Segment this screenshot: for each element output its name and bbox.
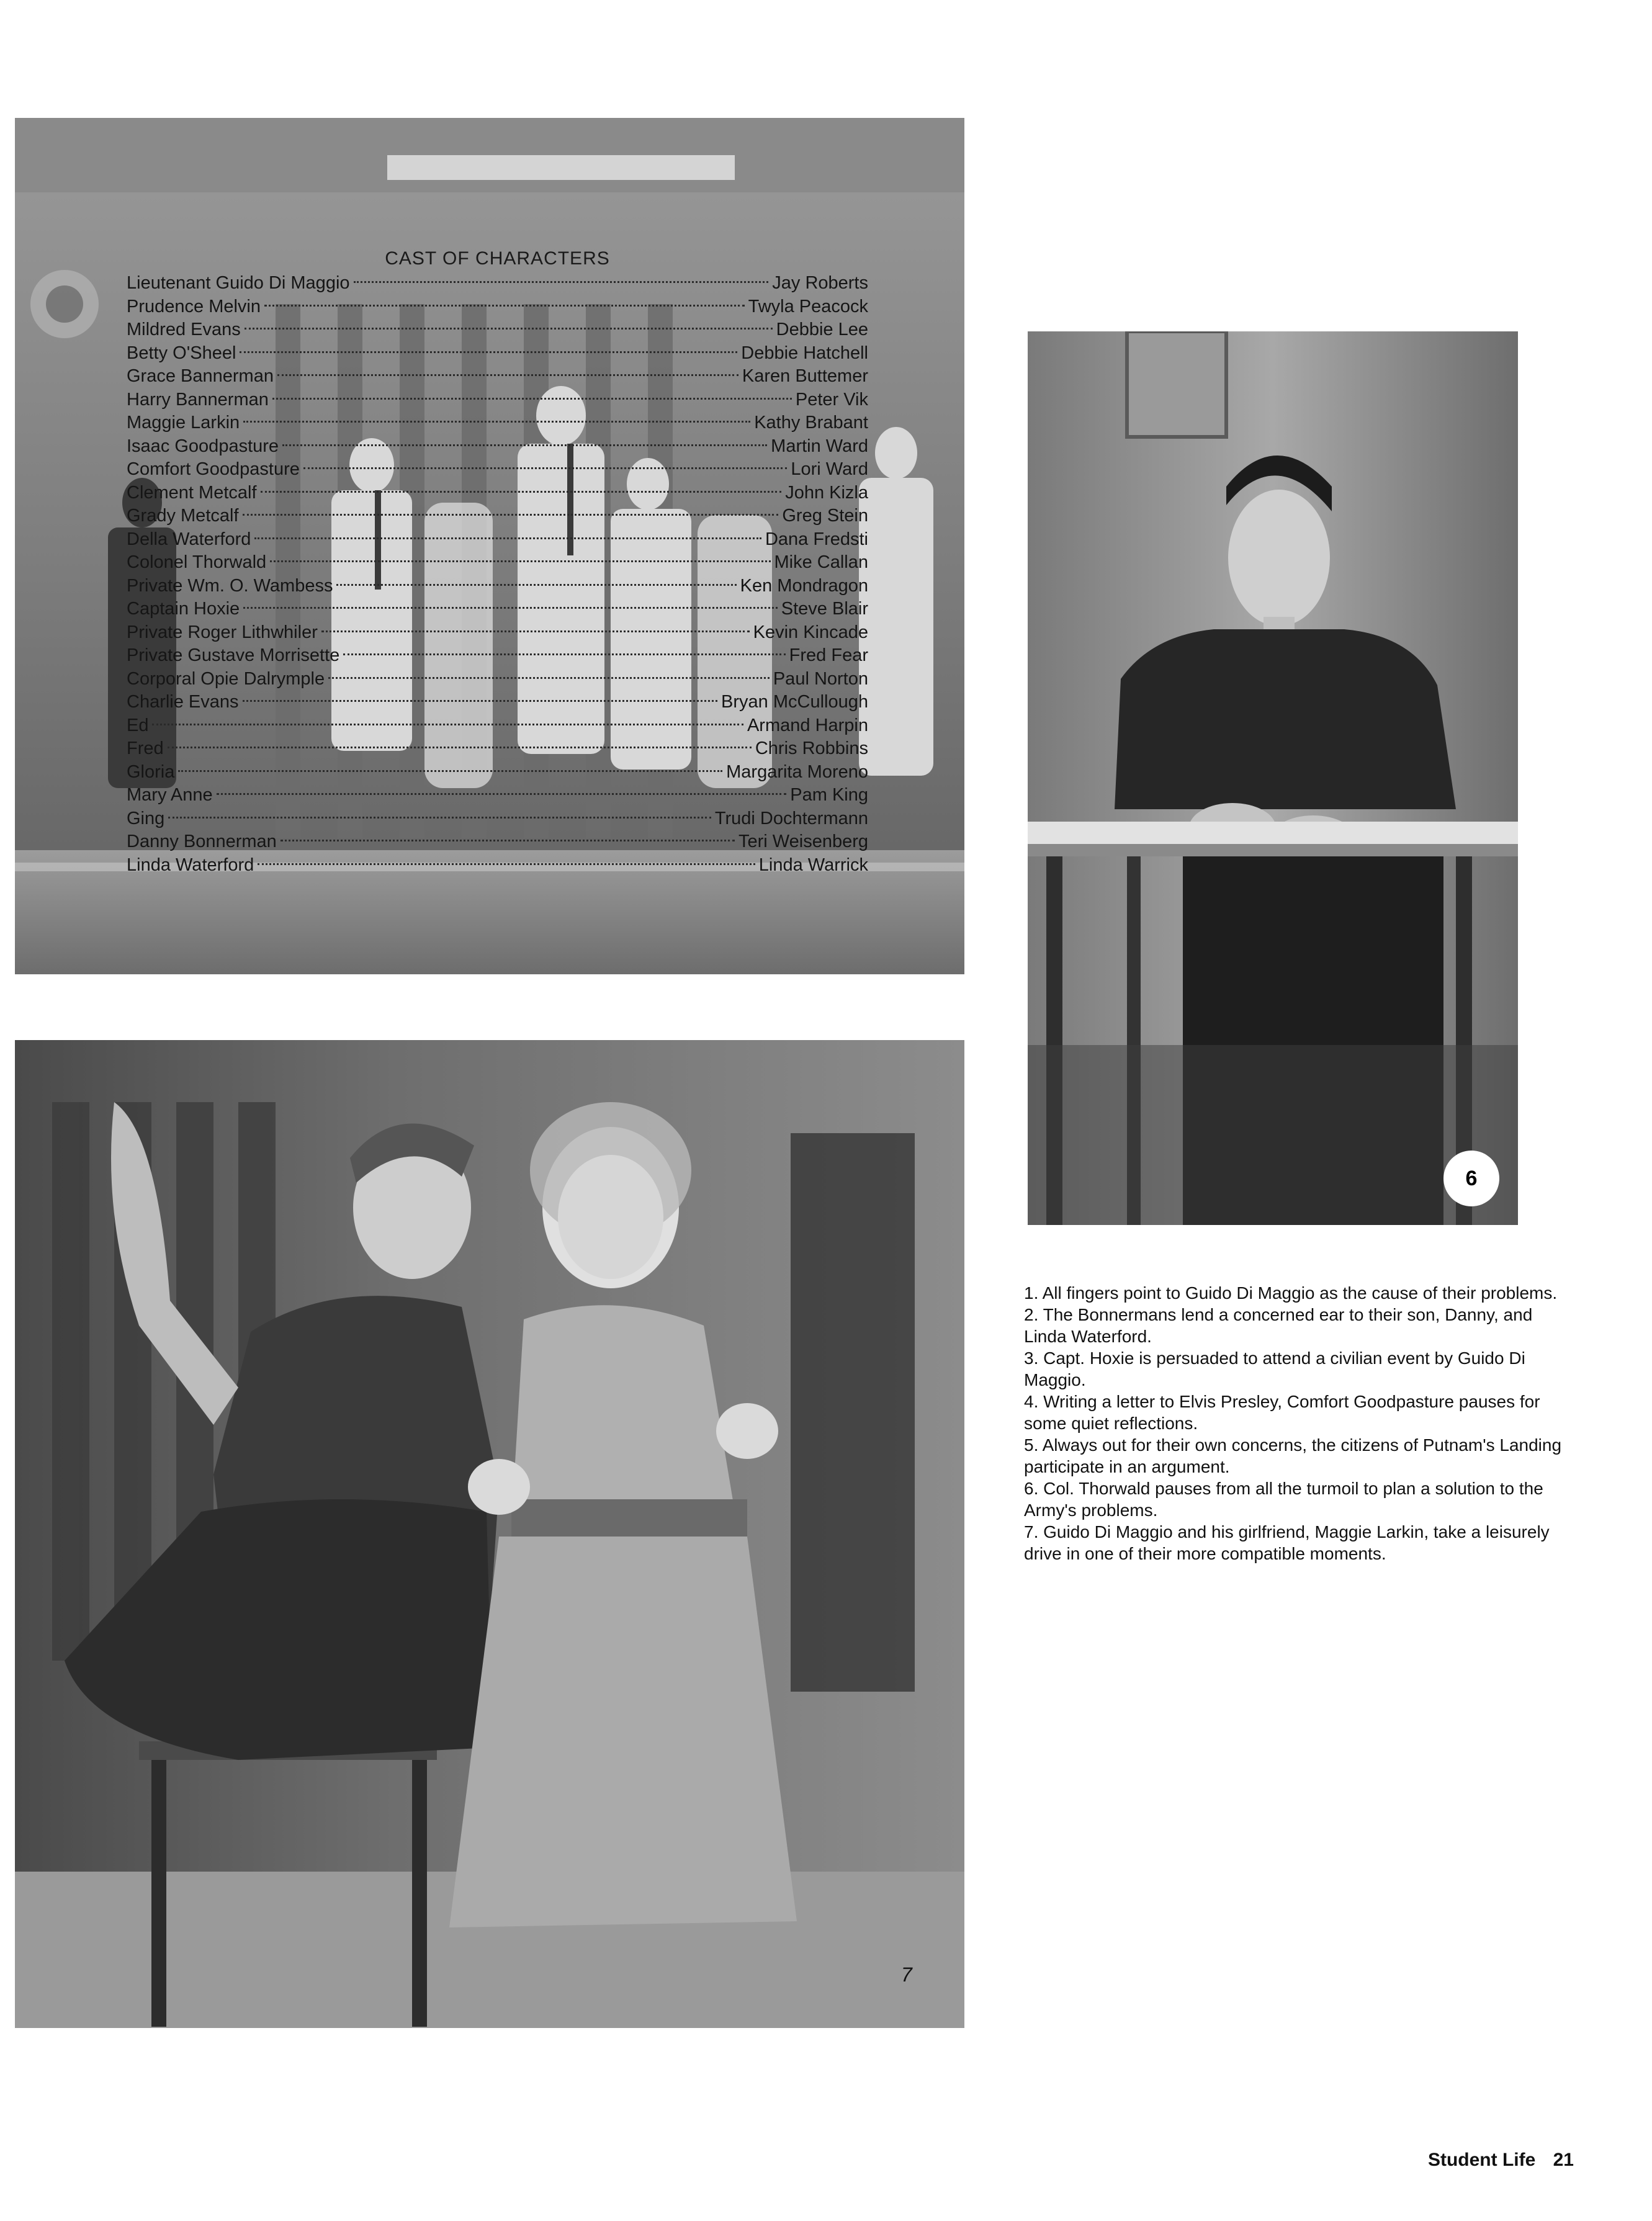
cast-role: Private Roger Lithwhiler [127, 622, 318, 642]
cast-actor: Karen Buttemer [742, 366, 868, 386]
cast-role: Ed [127, 715, 149, 735]
dot-leader [243, 421, 750, 423]
cast-row [127, 691, 868, 714]
dot-leader [328, 677, 770, 679]
cast-row [127, 388, 868, 412]
cast-role: Private Wm. O. Wambess [127, 575, 333, 596]
cast-row [127, 482, 868, 505]
cast-role: Ging [127, 808, 165, 828]
cast-row [127, 668, 868, 691]
cast-title: CAST OF CHARACTERS [385, 248, 610, 269]
cast-role: Harry Bannerman [127, 389, 269, 410]
cast-role: Corporal Opie Dalrymple [127, 668, 325, 689]
cast-role: Mary Anne [127, 785, 213, 805]
dot-leader [178, 770, 722, 772]
cast-role: Private Gustave Morrisette [127, 645, 340, 665]
cast-actor: Debbie Lee [776, 320, 868, 339]
cast-role: Danny Bonnerman [127, 832, 277, 851]
cast-actor: Kevin Kincade [753, 622, 868, 642]
cast-row [127, 644, 868, 668]
cast-row [127, 505, 868, 528]
photo-captions [1024, 1282, 1579, 1564]
cast-role: Prudence Melvin [127, 296, 261, 316]
cast-row [127, 714, 868, 738]
dot-leader [254, 537, 761, 539]
cast-actor: Linda Warrick [758, 855, 868, 875]
cast-role: Gloria [127, 761, 175, 782]
dot-leader [243, 607, 778, 609]
stage-photo [15, 118, 964, 974]
cast-actor: Bryan McCullough [721, 692, 868, 712]
dot-leader [261, 491, 782, 493]
cast-role: Lieutenant Guido Di Maggio [127, 273, 350, 293]
dot-leader [272, 398, 792, 400]
cast-actor: John Kizla [785, 482, 868, 503]
cast-row [127, 621, 868, 645]
page-number: 21 [1553, 2150, 1574, 2170]
cast-actor: Dana Fredsti [765, 529, 868, 549]
dot-leader [168, 817, 711, 819]
cast-row [127, 598, 868, 621]
cast-row [127, 830, 868, 854]
dot-leader [217, 793, 787, 795]
cast-role: Betty O'Sheel [127, 343, 236, 363]
dot-leader [168, 747, 752, 748]
cast-row [127, 435, 868, 459]
dot-leader [270, 560, 770, 562]
cast-role: Comfort Goodpasture [127, 459, 300, 479]
cast-row [127, 411, 868, 435]
cast-role: Grace Bannerman [127, 366, 274, 386]
cast-role: Maggie Larkin [127, 413, 240, 433]
cast-actor: Peter Vik [795, 389, 868, 410]
cast-row [127, 342, 868, 366]
cast-row [127, 737, 868, 761]
dot-leader [282, 444, 767, 446]
cast-actor: Chris Robbins [755, 738, 868, 758]
dot-leader [152, 724, 743, 725]
cast-actor: Paul Norton [773, 668, 868, 689]
section-name: Student Life [1427, 2150, 1536, 2170]
cast-rows [127, 272, 868, 877]
cast-row [127, 761, 868, 784]
cast-role: Colonel Thorwald [127, 552, 267, 572]
cast-actor: Jay Roberts [772, 273, 868, 293]
photo-number-6: 6 [1443, 1151, 1499, 1206]
cast-role: Linda Waterford [127, 855, 254, 875]
cast-role: Grady Metcalf [127, 506, 239, 526]
dot-leader [240, 351, 737, 353]
caption-2: 2. The Bonnermans lend a concerned ear to their son, Danny, and Linda Waterford. [1024, 1305, 1533, 1346]
cast-row [127, 295, 868, 319]
cast-actor: Lori Ward [791, 459, 868, 479]
cast-row [127, 365, 868, 388]
cast-role: Fred [127, 738, 164, 758]
dot-leader [321, 630, 750, 632]
cast-actor: Mike Callan [774, 552, 868, 572]
dot-leader [281, 840, 735, 841]
cast-actor: Debbie Hatchell [741, 343, 868, 363]
page-footer [1428, 2150, 1574, 2171]
cast-role: Charlie Evans [127, 692, 239, 712]
cast-row [127, 528, 868, 552]
cast-row [127, 784, 868, 807]
cast-role: Isaac Goodpasture [127, 436, 279, 456]
caption-5: 5. Always out for their own concerns, the citizens of Putnam's Landing participate in an argument. [1024, 1435, 1562, 1476]
cast-row [127, 854, 868, 877]
dot-leader [277, 374, 738, 376]
cast-row [127, 458, 868, 482]
cast-actor: Margarita Moreno [726, 761, 868, 782]
couple-photo-image [15, 1040, 964, 2028]
cast-actor: Fred Fear [789, 645, 868, 665]
dot-leader [354, 281, 769, 283]
dot-leader [243, 700, 718, 702]
cast-role: Mildred Evans [127, 320, 241, 339]
cast-actor: Armand Harpin [747, 715, 868, 735]
caption-3: 3. Capt. Hoxie is persuaded to attend a civilian event by Guido Di Maggio. [1024, 1348, 1525, 1389]
officer-photo-image [1028, 331, 1518, 1225]
dot-leader [243, 514, 779, 516]
cast-row [127, 575, 868, 598]
cast-actor: Greg Stein [782, 506, 868, 526]
cast-actor: Kathy Brabant [754, 413, 868, 433]
caption-1: 1. All fingers point to Guido Di Maggio as the cause of their problems. [1024, 1283, 1558, 1303]
cast-row [127, 318, 868, 342]
cast-row [127, 551, 868, 575]
cast-list [127, 248, 868, 877]
cast-row [127, 272, 868, 295]
cast-actor: Teri Weisenberg [738, 832, 868, 851]
officer-photo [1028, 331, 1518, 1225]
cast-row [127, 807, 868, 831]
dot-leader [303, 467, 788, 469]
caption-6: 6. Col. Thorwald pauses from all the turmoil to plan a solution to the Army's problems. [1024, 1479, 1543, 1520]
cast-actor: Steve Blair [781, 599, 868, 619]
cast-actor: Martin Ward [771, 436, 868, 456]
cast-role: Della Waterford [127, 529, 251, 549]
cast-role: Clement Metcalf [127, 482, 257, 503]
cast-actor: Pam King [790, 785, 868, 805]
cast-role: Captain Hoxie [127, 599, 240, 619]
couple-photo [15, 1040, 964, 2028]
photo-number-7: 7 [901, 1963, 912, 1986]
cast-actor: Twyla Peacock [748, 296, 868, 316]
dot-leader [258, 863, 755, 865]
dot-leader [336, 584, 736, 586]
cast-actor: Trudi Dochtermann [714, 808, 868, 828]
caption-4: 4. Writing a letter to Elvis Presley, Comfort Goodpasture pauses for some quiet reflections. [1024, 1392, 1540, 1433]
cast-actor: Ken Mondragon [740, 575, 868, 596]
caption-7: 7. Guido Di Maggio and his girlfriend, Maggie Larkin, take a leisurely drive in one of their more compatible moments. [1024, 1522, 1550, 1563]
dot-leader [264, 305, 745, 307]
dot-leader [343, 653, 785, 655]
dot-leader [245, 328, 773, 330]
